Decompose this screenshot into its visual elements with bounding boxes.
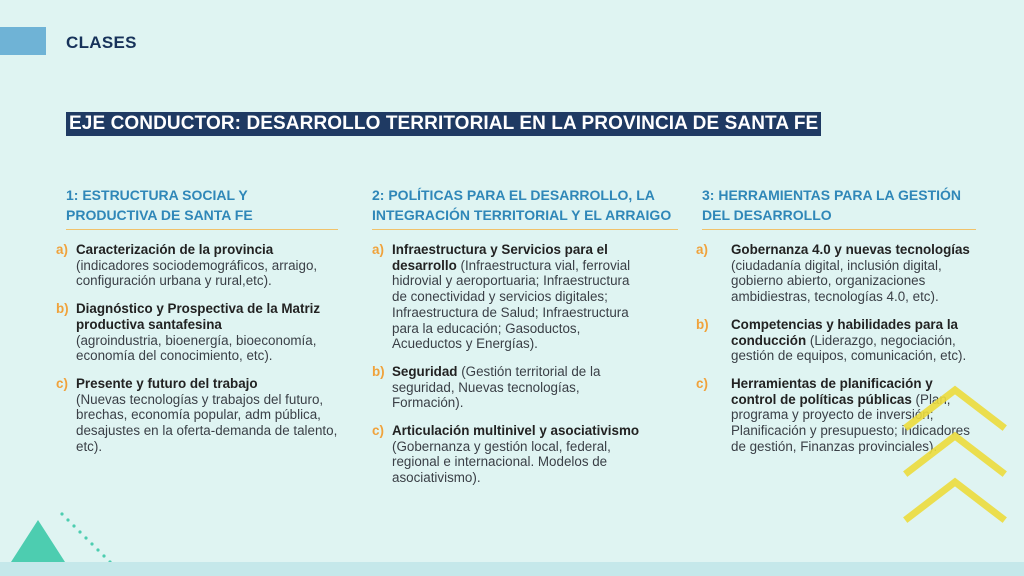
item-body (392, 364, 644, 411)
item-description: (ciudadanía digital, inclusión digital, gobierno abierto, organizaciones ambidiestras, tecnologías 4.0, etc). (731, 257, 942, 305)
list-item (56, 301, 338, 364)
item-letter: c) (56, 375, 68, 391)
item-description: (agroindustria, bioenergía, bioeconomía, economía del conocimiento, etc). (76, 332, 317, 364)
list-item (56, 376, 338, 455)
item-letter: c) (696, 375, 708, 391)
item-description: (indicadores sociodemográficos, arraigo, configuración urbana y rural,etc). (76, 257, 318, 289)
column-heading (66, 185, 338, 230)
list-item (56, 242, 338, 289)
list-item (372, 423, 644, 486)
item-description: (Nuevas tecnologías y trabajos del futuro, brechas, economía popular, adm pública, desajustes en la oferta-demanda de talento, etc). (76, 391, 338, 454)
item-title: Articulación multinivel y asociativismo (392, 423, 640, 439)
item-body (392, 242, 644, 352)
item-letter: b) (696, 316, 709, 332)
heading-line: 2: POLÍTICAS PARA EL DESARROLLO, LA (372, 187, 655, 203)
item-description: (Infraestructura vial, ferrovial hidrovial y aeroportuaria; Infraestructura de conectividad y servicios digitales; Infraestructura de Salud; Infraestructura para la educación; Gasoductos, Acueductos y Energías). (392, 257, 631, 352)
chevron-up-icon (908, 482, 1002, 518)
item-letter: a) (372, 242, 384, 257)
heading-line: PRODUCTIVA DE SANTA FE (66, 207, 253, 223)
item-body (731, 242, 976, 305)
heading-line: 3: HERRAMIENTAS PARA LA GESTIÓN (702, 187, 962, 203)
item-title: Herramientas de planificación y control de políticas públicas (731, 375, 933, 407)
item-letter: b) (372, 363, 385, 379)
list-item (696, 317, 976, 364)
column-heading (372, 185, 678, 230)
column-1 (56, 185, 338, 466)
item-title: Infraestructura y Servicios para el desarrollo (392, 242, 608, 273)
heading-line: INTEGRACIÓN TERRITORIAL Y EL ARRAIGO (372, 207, 672, 223)
item-description: (Liderazgo, negociación, gestión de equipos, comunicación, etc). (731, 332, 967, 364)
item-description: (Gestión territorial de la seguridad, Nuevas tecnologías, Formación). (392, 363, 601, 411)
list-item (372, 242, 644, 352)
list-item (372, 364, 644, 411)
item-body (76, 301, 338, 364)
item-description: (Plan, programa y proyecto de inversión; Planificación y presupuesto; indicadores de gestión, Finanzas provinciales). (731, 391, 970, 454)
item-title: Diagnóstico y Prospectiva de la Matriz productiva santafesina (76, 301, 321, 332)
item-title: Seguridad (392, 363, 458, 379)
item-title: Presente y futuro del trabajo (76, 375, 258, 391)
item-letter: a) (696, 242, 708, 257)
chevron-up-icon (908, 436, 1002, 472)
item-description: (Gobernanza y gestión local, federal, regional e internacional. Modelos de asociativismo). (392, 438, 611, 486)
item-title: Gobernanza 4.0 y nuevas tecnologías (731, 242, 970, 257)
item-title: Competencias y habilidades para la conducción (731, 316, 958, 348)
item-title: Caracterización de la provincia (76, 242, 274, 257)
page-title: EJE CONDUCTOR: DESARROLLO TERRITORIAL EN LA PROVINCIA DE SANTA FE (66, 112, 821, 136)
item-body (76, 242, 338, 289)
item-body (392, 423, 644, 486)
item-letter: b) (56, 301, 69, 317)
bottom-band (0, 562, 1024, 576)
item-body (731, 317, 976, 364)
list-item (696, 242, 976, 305)
heading-line: 1: ESTRUCTURA SOCIAL Y (66, 187, 248, 203)
column-2 (372, 185, 678, 498)
chevron-decoration (900, 380, 1024, 530)
item-letter: a) (56, 242, 68, 257)
chevron-up-icon (908, 390, 1002, 426)
column-heading (702, 185, 976, 230)
section-label: CLASES (66, 33, 137, 52)
item-body (76, 376, 338, 455)
heading-line: DEL DESARROLLO (702, 207, 832, 223)
item-letter: c) (372, 423, 384, 439)
header-accent-bar (0, 27, 46, 55)
